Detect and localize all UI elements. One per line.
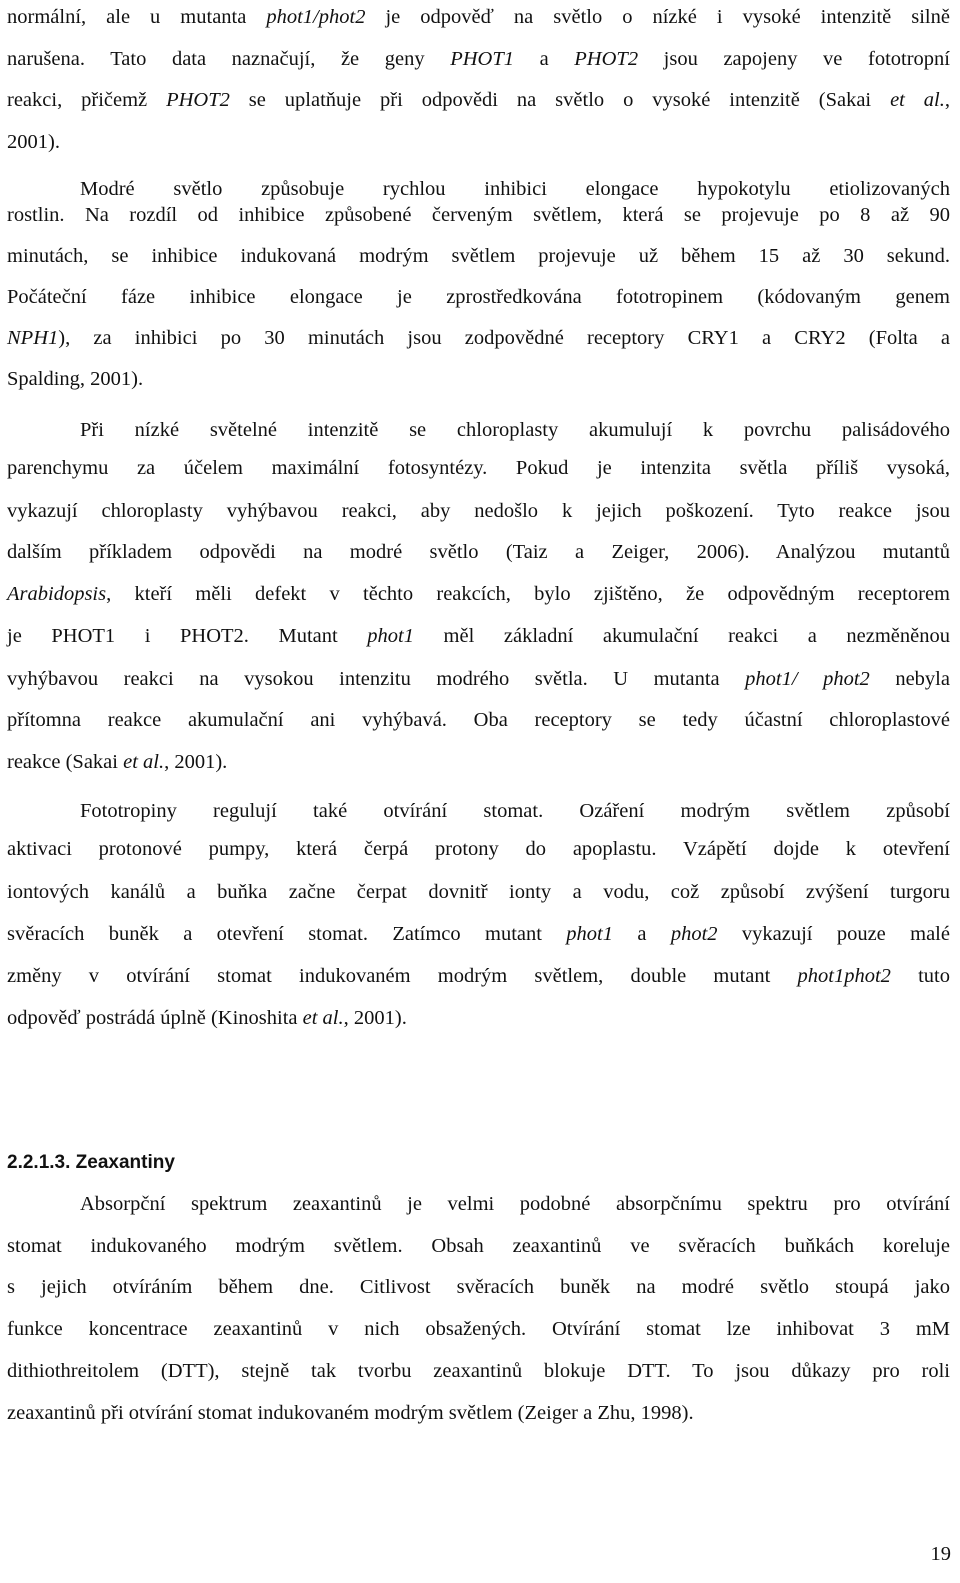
text-segment: změny v otvírání stomat indukovaném modrým světlem, double mutant	[7, 965, 798, 987]
italic-text: et al.	[302, 1007, 344, 1029]
text-segment: a	[613, 923, 671, 945]
text-segment: přítomna reakce akumulační ani vyhýbavá. Oba receptory se tedy účastní chloroplastové	[7, 709, 950, 731]
text-segment: zeaxantinů při otvírání stomat indukovaném modrým světlem (Zeiger a Zhu, 1998).	[7, 1402, 694, 1424]
italic-text: phot1/phot2	[266, 6, 366, 28]
text-line	[7, 708, 950, 732]
text-segment: svěracích buněk a otevření stomat. Zatímco mutant	[7, 923, 567, 945]
text-line	[7, 47, 950, 71]
text-segment: Spalding, 2001).	[7, 368, 144, 390]
text-segment: je PHOT1 i PHOT2. Mutant	[7, 625, 368, 647]
text-segment: , 2001).	[343, 1007, 407, 1029]
italic-text: PHOT1	[450, 48, 514, 70]
text-segment: měl základní akumulační reakci a nezměněnou	[413, 625, 950, 647]
italic-text: phot1	[367, 625, 414, 647]
text-segment: vyhýbavou reakci na vysokou intenzitu modrého světla. U mutanta	[7, 668, 746, 690]
italic-text: phot1	[566, 923, 613, 945]
text-line	[7, 244, 950, 268]
text-line	[7, 499, 950, 523]
text-segment: normální, ale u mutanta	[7, 6, 267, 28]
text-segment: ,	[944, 89, 950, 111]
text-segment: rostlin. Na rozdíl od inhibice způsobené červeným světlem, která se projevuje po 8 až 90	[7, 204, 950, 226]
paragraph-first-line	[80, 418, 950, 442]
italic-text: phot1phot2	[797, 965, 891, 987]
text-line	[7, 456, 950, 480]
text-line	[7, 624, 950, 648]
italic-text: Arabidopsis	[7, 583, 107, 605]
text-segment: tuto	[890, 965, 950, 987]
text-segment: vykazují chloroplasty vyhýbavou reakci, aby nedošlo k jejich poškození. Tyto reakce jsou	[7, 500, 950, 522]
text-segment: jsou zapojeny ve fototropní	[638, 48, 950, 70]
text-segment: se uplatňuje při odpovědi na světlo o vysoké intenzitě (Sakai	[229, 89, 891, 111]
text-line	[7, 837, 950, 861]
text-segment: narušena. Tato data naznačují, že geny	[7, 48, 451, 70]
page-number: 19	[930, 1543, 951, 1565]
text-segment: 2001).	[7, 131, 60, 153]
text-line	[7, 5, 950, 29]
italic-text: PHOT2	[166, 89, 230, 111]
text-line	[7, 667, 950, 691]
text-line	[7, 130, 950, 154]
text-segment: reakce (Sakai	[7, 751, 124, 773]
text-segment: , kteří měli defekt v těchto reakcích, bylo zjištěno, že odpovědným receptorem	[106, 583, 950, 605]
text-segment: parenchymu za účelem maximální fotosyntézy. Pokud je intenzita světla příliš vysoká,	[7, 457, 950, 479]
section-heading: 2.2.1.3. Zeaxantiny	[7, 1152, 175, 1173]
text-segment: odpověď postrádá úplně (Kinoshita	[7, 1007, 303, 1029]
text-segment: stomat indukovaného modrým světlem. Obsah zeaxantinů ve svěracích buňkách koreluje	[7, 1235, 950, 1257]
text-line	[7, 1006, 950, 1030]
italic-text: et al.	[123, 751, 165, 773]
text-line	[7, 1275, 950, 1299]
text-segment: dalším příkladem odpovědi na modré světlo (Taiz a Zeiger, 2006). Analýzou mutantů	[7, 541, 950, 563]
text-segment: aktivaci protonové pumpy, která čerpá protony do apoplastu. Vzápětí dojde k otevření	[7, 838, 950, 860]
text-line	[7, 540, 950, 564]
text-segment: je odpověď na světlo o nízké i vysoké intenzitě silně	[365, 6, 950, 28]
text-line	[7, 203, 950, 227]
text-segment: ), za inhibici po 30 minutách jsou zodpovědné receptory CRY1 a CRY2 (Folta a	[58, 327, 950, 349]
text-segment: s jejich otvíráním během dne. Citlivost svěracích buněk na modré světlo stoupá jako	[7, 1276, 950, 1298]
text-segment: Při nízké světelné intenzitě se chloroplasty akumulují k povrchu palisádového	[80, 419, 950, 441]
text-line	[7, 367, 950, 391]
text-line	[7, 1401, 950, 1425]
text-segment: nebyla	[869, 668, 950, 690]
text-line	[7, 1317, 950, 1341]
text-segment: Fototropiny regulují také otvírání stomat. Ozáření modrým světlem způsobí	[80, 800, 950, 822]
italic-text: phot1/ phot2	[745, 668, 870, 690]
text-line	[7, 285, 950, 309]
text-line	[7, 582, 950, 606]
text-segment: a	[513, 48, 575, 70]
italic-text: NPH1	[7, 327, 59, 349]
text-segment: Absorpční spektrum zeaxantinů je velmi podobné absorpčnímu spektru pro otvírání	[80, 1193, 950, 1215]
text-line	[7, 922, 950, 946]
text-segment: dithiothreitolem (DTT), stejně tak tvorbu zeaxantinů blokuje DTT. To jsou důkazy pro roli	[7, 1360, 950, 1382]
paragraph-first-line	[80, 1192, 950, 1216]
text-line	[7, 880, 950, 904]
text-segment: iontových kanálů a buňka začne čerpat dovnitř ionty a vodu, což způsobí zvýšení turgoru	[7, 881, 950, 903]
text-segment: reakci, přičemž	[7, 89, 167, 111]
text-line	[7, 1234, 950, 1258]
text-segment: Počáteční fáze inhibice elongace je zprostředkována fototropinem (kódovaným genem	[7, 286, 950, 308]
paragraph-first-line	[80, 799, 950, 823]
text-segment: , 2001).	[164, 751, 228, 773]
italic-text: PHOT2	[574, 48, 639, 70]
text-segment: vykazují pouze malé	[717, 923, 950, 945]
text-segment: Modré světlo způsobuje rychlou inhibici elongace hypokotylu etiolizovaných	[80, 178, 950, 200]
italic-text: phot2	[670, 923, 718, 945]
text-segment: minutách, se inhibice indukovaná modrým světlem projevuje už během 15 až 30 sekund.	[7, 245, 950, 267]
text-segment: funkce koncentrace zeaxantinů v nich obsažených. Otvírání stomat lze inhibovat 3 mM	[7, 1318, 950, 1340]
italic-text: et al.	[890, 89, 945, 111]
text-line	[7, 326, 950, 350]
paragraph-first-line	[80, 177, 950, 201]
text-line	[7, 88, 950, 112]
text-line	[7, 964, 950, 988]
text-line	[7, 750, 950, 774]
text-line	[7, 1359, 950, 1383]
